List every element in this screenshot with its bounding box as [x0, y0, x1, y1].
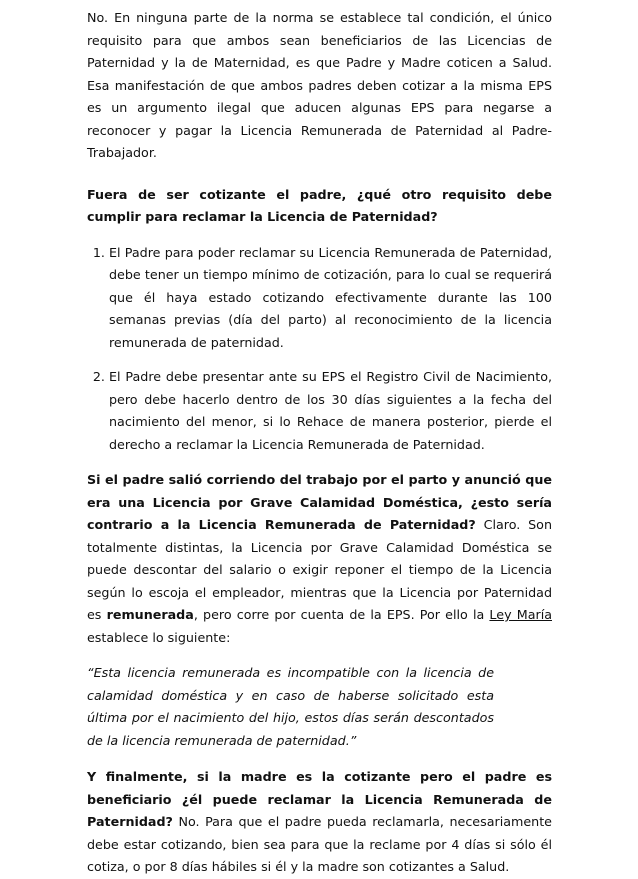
paragraph-intro: No. En ninguna parte de la norma se establece tal condición, el único requisito para que ambos sean beneficiarios de las Licencias de Paternidad y la de Maternidad, es que Padre y Madre coticen a Salud. Esa manifestación de que ambos padres deben cotizar a la misma EPS es un argumento ilegal que aducen algunas EPS para negarse a reconocer y pagar la Licencia Remunerada de Paternidad al Padre-Trabajador.	[87, 10, 552, 160]
question-final: Y finalmente, si la madre es la cotizante pero el padre es beneficiario ¿él puede reclamar la Licencia Remunerada de Paternidad?	[87, 769, 552, 829]
paragraph-calamity-text-b: , pero corre por cuenta de la EPS. Por ello la	[193, 607, 490, 622]
paragraph-final	[87, 766, 552, 879]
requirements-list	[87, 242, 552, 457]
question-other-requirement: Fuera de ser cotizante el padre, ¿qué otro requisito debe cumplir para reclamar la Licencia de Paternidad?	[87, 186, 552, 224]
answer-final: No. Para que el padre pueda reclamarla, necesariamente debe estar cotizando, bien sea para que la reclame por 4 días si sólo él cotiza, o por 8 días hábiles si él y la madre son cotizantes a Salud.	[87, 814, 552, 874]
paragraph-calamity-text-a: Claro. Son totalmente distintas, la Licencia por Grave Calamidad Doméstica se puede descontar del salario o exigir reponer el tiempo de la Licencia según lo escoja el empleador, mientras que la Licencia por Paternidad es	[87, 517, 552, 622]
requirement-item-2: 2. El Padre debe presentar ante su EPS el Registro Civil de Nacimiento, pero debe hacerlo dentro de los 30 días siguientes a la fecha del nacimiento del menor, si lo Rehace de manera posterior, pierde el derecho a reclamar la Licencia Remunerada de Paternidad.	[109, 366, 552, 456]
ley-maria-link[interactable]: Ley María	[489, 607, 552, 622]
legal-quote: “Esta licencia remunerada es incompatible con la licencia de calamidad doméstica y en caso de haberse solicitado esta última por el nacimiento del hijo, estos días serán descontados de la licencia remunerada de paternidad.”	[87, 665, 494, 748]
requirement-item-1: 1. El Padre para poder reclamar su Licencia Remunerada de Paternidad, debe tener un tiempo mínimo de cotización, para lo cual se requerirá que él haya estado cotizando efectivamente durante las 100 semanas previas (día del parto) al reconocimiento de la licencia remunerada de paternidad.	[109, 242, 552, 355]
emphasis-remunerada: remunerada	[106, 607, 194, 622]
paragraph-calamity	[87, 469, 552, 649]
paragraph-calamity-text-c: establece lo siguiente:	[87, 629, 231, 645]
question-calamity: Si el padre salió corriendo del trabajo por el parto y anunció que era una Licencia por Grave Calamidad Doméstica, ¿esto sería contrario a la Licencia Remunerada de Paternidad?	[87, 472, 552, 532]
